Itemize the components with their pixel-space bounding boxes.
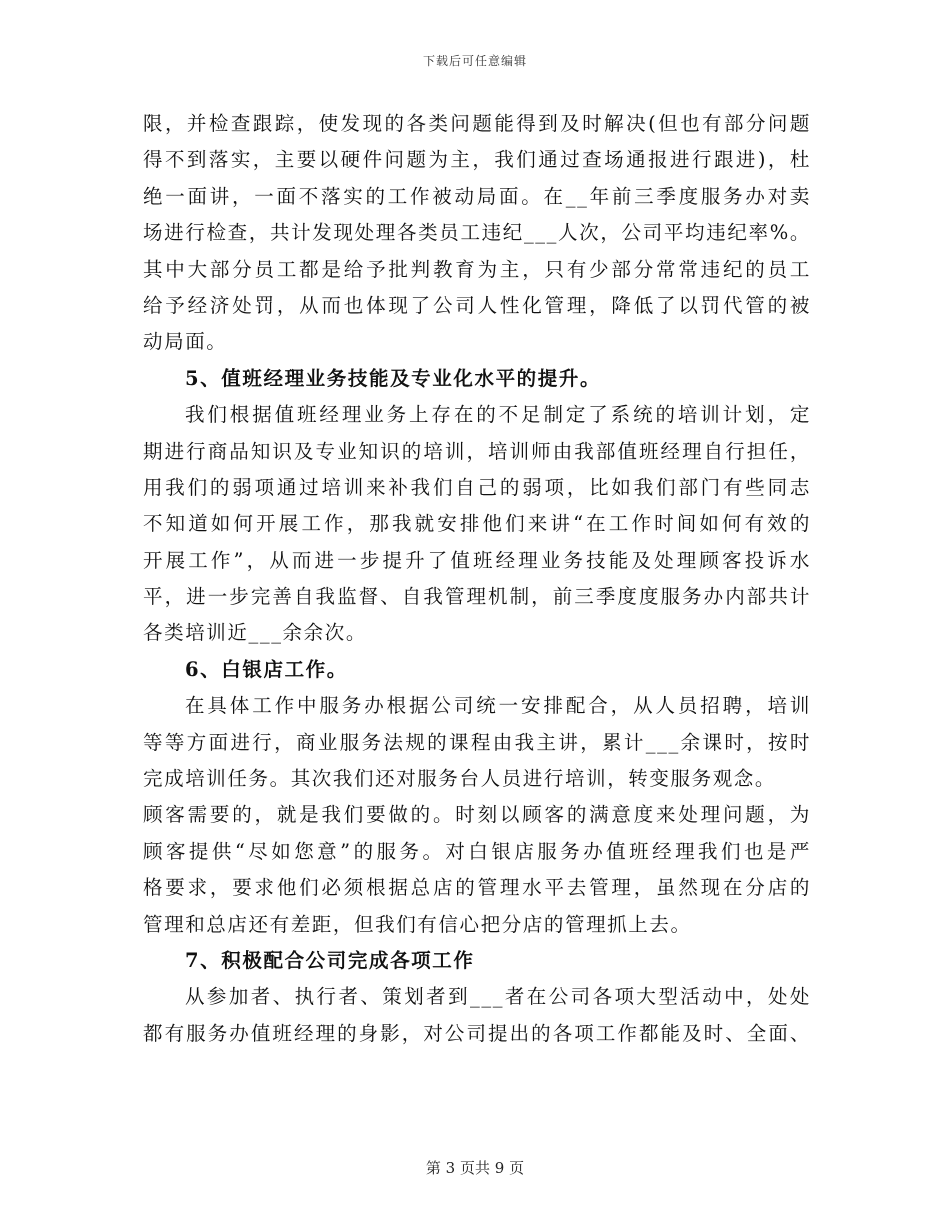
paragraph-line: 从参加者、执行者、策划者到___者在公司各项大型活动中，处处 — [185, 985, 811, 1009]
paragraph-line: 顾客需要的，就是我们要做的。时刻以顾客的满意度来处理问题，为 — [143, 803, 811, 827]
paragraph-line: 得不到落实，主要以硬件问题为主，我们通过查场通报进行跟进)，杜 — [143, 148, 811, 172]
paragraph-line: 其中大部分员工都是给予批判教育为主，只有少部分常常违纪的员工 — [143, 257, 811, 281]
paragraph-line: 开展工作”，从而进一步提升了值班经理业务技能及处理顾客投诉水 — [143, 548, 811, 572]
paragraph-line: 等等方面进行，商业服务法规的课程由我主讲，累计___余课时，按时 — [143, 730, 811, 754]
paragraph-line: 我们根据值班经理业务上存在的不足制定了系统的培训计划，定 — [185, 403, 811, 427]
paragraph-line: 动局面。 — [143, 330, 228, 354]
paragraph-line: 完成培训任务。其次我们还对服务台人员进行培训，转变服务观念。 — [143, 767, 777, 791]
section-heading-5: 5、值班经理业务技能及专业化水平的提升。 — [185, 366, 602, 390]
paragraph-line: 平，进一步完善自我监督、自我管理机制，前三季度度服务办内部共计 — [143, 585, 811, 609]
paragraph-line: 管理和总店还有差距，但我们有信心把分店的管理抓上去。 — [143, 912, 692, 936]
section-heading-7: 7、积极配合公司完成各项工作 — [185, 948, 475, 972]
paragraph-line: 顾客提供“尽如您意”的服务。对白银店服务办值班经理我们也是严 — [143, 839, 811, 863]
paragraph-line: 不知道如何开展工作，那我就安排他们来讲“在工作时间如何有效的 — [143, 512, 811, 536]
paragraph-line: 场进行检查，共计发现处理各类员工违纪___人次，公司平均违纪率%。 — [143, 221, 811, 245]
paragraph-line: 用我们的弱项通过培训来补我们自己的弱项，比如我们部门有些同志 — [143, 475, 811, 499]
section-heading-6: 6、白银店工作。 — [185, 657, 348, 681]
paragraph-line: 在具体工作中服务办根据公司统一安排配合，从人员招聘，培训 — [185, 694, 811, 718]
paragraph-line: 各类培训近___余余次。 — [143, 621, 367, 645]
paragraph-line: 限，并检查跟踪，使发现的各类问题能得到及时解决(但也有部分问题 — [143, 112, 811, 135]
page-header: 下载后可任意编辑 — [422, 54, 527, 68]
paragraph-line: 绝一面讲，一面不落实的工作被动局面。在__年前三季度服务办对卖 — [143, 184, 811, 208]
paragraph-line: 格要求，要求他们必须根据总店的管理水平去管理，虽然现在分店的 — [143, 876, 811, 900]
paragraph-line: 期进行商品知识及专业知识的培训，培训师由我部值班经理自行担任， — [143, 439, 811, 463]
paragraph-line: 都有服务办值班经理的身影，对公司提出的各项工作都能及时、全面、 — [143, 1021, 811, 1045]
document-body — [143, 106, 811, 1052]
page-number-footer: 第 3 页共 9 页 — [425, 1159, 525, 1177]
paragraph-line: 给予经济处罚，从而也体现了公司人性化管理，降低了以罚代管的被 — [143, 293, 811, 317]
